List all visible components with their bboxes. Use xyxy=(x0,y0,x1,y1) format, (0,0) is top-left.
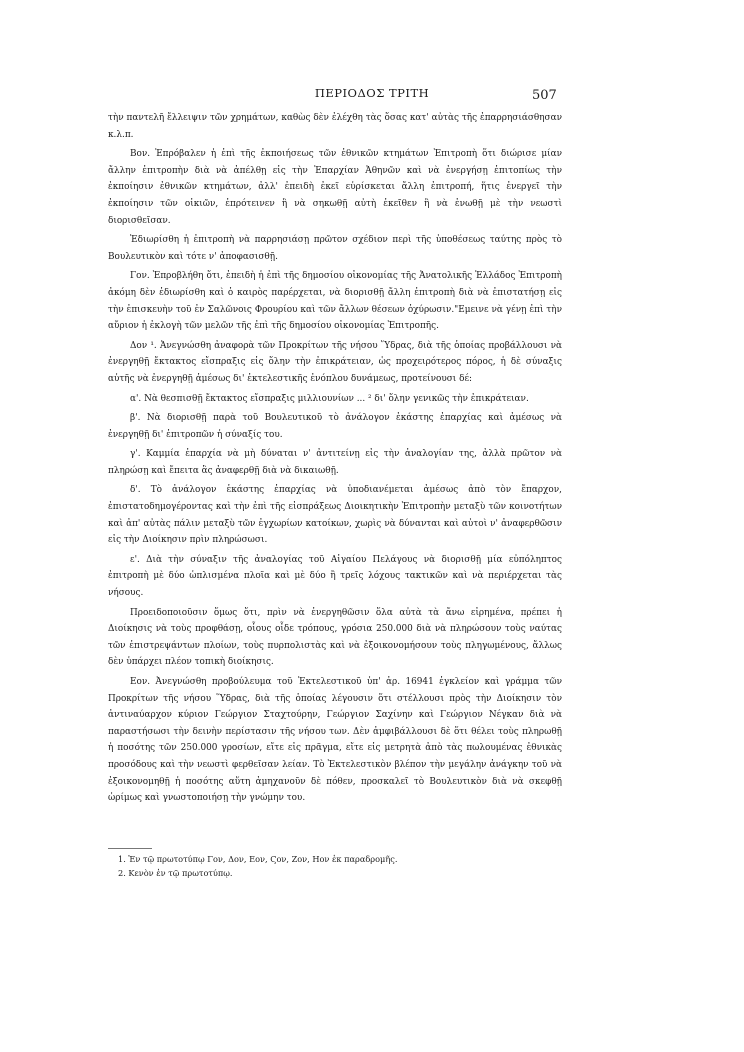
paragraph: Δον ¹. Ἀνεγνώσθη ἀναφορὰ τῶν Προκρίτων τῆς νήσου Ὕδρας, διὰ τῆς ὁποίας προβάλλουσι νὰ ἐνεργηθῇ ἔκτακτος εἴσπραξις εἰς ὅλην τὴν ἐπικράτειαν, ὡς προχειρότερος πόρος, ἡ δὲ σύναξις αὐτῆς νὰ ἐνεργηθῇ ἀμέσως δι' ἐκτελεστικῆς ἐνόπλου δυνάμεως, προτείνουσι δέ: xyxy=(108,340,562,384)
running-title: ΠΕΡΙΟΔΟΣ ΤΡΙΤΗ xyxy=(314,86,430,100)
list-item: δ'. Τὸ ἀνάλογον ἑκάστης ἐπαρχίας νὰ ὑποδιανέμεται ἀμέσως ἀπὸ τὸν ἔπαρχον, ἐπιστατοδημογέροντας καὶ τὴν ἐπὶ τῆς εἰσπράξεως Διοικητικὴν Ἐπιτροπὴν μεταξὺ τῶν κοινοτήτων καὶ ἀπ' αὐτὰς πάλιν μεταξὺ τῶν ἐγχωρίων κατοίκων, χωρὶς νὰ δύνανται καὶ αὐτοὶ ν' ἀναφερθῶσιν εἰς τὴν Διοίκησιν πρὶν πληρώσωσι. xyxy=(108,485,562,546)
footnote: 2. Κενὸν ἐν τῷ πρωτοτύπῳ. xyxy=(118,868,233,878)
paragraph: Προειδοποιοῦσιν ὅμως ὅτι, πρὶν νὰ ἐνεργηθῶσιν ὅλα αὐτὰ τὰ ἄνω εἰρημένα, πρέπει ἡ Διοίκησις νὰ τοὺς προφθάσῃ, οἷους οἶδε τρόπους, γρόσια 250.000 διὰ νὰ πληρώσουν τοὺς ναύτας τῶν ἐπιστρεψάντων πλοίων, τοὺς πυρπολιστὰς καὶ νὰ ἐξοικονομήσουν τοὺς πληγωμένους, ἄλλως δὲν ὑπάρχει πλέον τοπικὴ διοίκησις. xyxy=(108,607,562,668)
footnote: 1. Ἐν τῷ πρωτοτύπῳ Γον, Δον, Εον, Ϛον, Ζον, Ηον ἐκ παραδρομῆς. xyxy=(118,854,398,864)
paragraph: Βον. Ἐπρόβαλεν ἡ ἐπὶ τῆς ἐκποιήσεως τῶν ἐθνικῶν κτημάτων Ἐπιτροπὴ ὅτι διώρισε μίαν ἄλλην ἐπιτροπὴν διὰ νὰ ἀπέλθῃ εἰς τὴν Ἐπαρχίαν Ἀθηνῶν καὶ νὰ ἐνεργήσῃ ἐπιτοπίως τὴν ἐκποίησιν ἐθνικῶν κτημάτων, ἀλλ' ἐπειδὴ ἐκεῖ εὑρίσκεται ἄλλη ἐπιτροπή, ἥτις ἐνεργεῖ τὴν ἐκποίησιν τῶν οἰκιῶν, ἐπρότεινεν ἢ νὰ σηκωθῇ αὐτὴ ἐκεῖθεν ἢ νὰ ἑνωθῇ μὲ τὴν νεωστὶ διορισθεῖσαν. xyxy=(108,149,562,226)
page-header xyxy=(0,86,744,106)
footnotes xyxy=(118,852,562,880)
body-text xyxy=(108,110,562,810)
paragraph: Ἐδιωρίσθη ἡ ἐπιτροπὴ νὰ παρρησιάσῃ πρῶτον σχέδιον περὶ τῆς ὑποθέσεως ταύτης πρὸς τὸ Βουλευτικὸν καὶ τότε ν' ἀποφασισθῇ. xyxy=(108,235,562,262)
page-number: 507 xyxy=(532,88,557,103)
paragraph: τὴν παντελῆ ἔλλειψιν τῶν χρημάτων, καθὼς δὲν ἐλέχθη τὰς ὅσας κατ' αὐτὰς τῆς ἐπαρρησιάσθησαν κ.λ.π. xyxy=(108,113,562,140)
paragraph: Εον. Ἀνεγνώσθη προβούλευμα τοῦ Ἐκτελεστικοῦ ὑπ' ἀρ. 16941 ἐγκλείον καὶ γράμμα τῶν Προκρίτων τῆς νήσου Ὕδρας, διὰ τῆς ὁποίας λέγουσιν ὅτι στέλλουσι πρὸς τὴν Διοίκησιν τὸν ἀντιναύαρχον κύριον Γεώργιον Σταχτούρην, Γεώργιον Σαχίνην καὶ Γεώργιον Νέγκαν διὰ νὰ παραστήσωσι τὴν δεινὴν περίστασιν τῆς νήσου των. Δὲν ἀμφιβάλλουσι δὲ ὅτι θέλει τοὺς πληρωθῇ ἡ ποσότης τῶν 250.000 γροσίων, εἴτε εἰς πρᾶγμα, εἴτε εἰς μετρητὰ ἀπὸ τὰς πωλουμένας ἐθνικὰς προσόδους καὶ τὴν νεωστὶ φερθεῖσαν λείαν. Τὸ Ἐκτελεστικὸν βλέπον τὴν μεγάλην ἀνάγκην τοῦ νὰ ἐξοικονομηθῇ ἡ ποσότης αὕτη ἀμηχανοῦν δὲ πόθεν, προσκαλεῖ τὸ Βουλευτικὸν διὰ νὰ σκεφθῇ ὡρίμως καὶ γνωστοποιήσῃ τὴν γνώμην του. xyxy=(108,677,562,804)
list-item: α'. Νὰ θεσπισθῇ ἔκτακτος εἴσπραξις μιλλιουνίων ... ² δι' ὅλην γενικῶς τὴν ἐπικράτειαν. xyxy=(130,393,529,404)
list-item: γ'. Καμμία ἐπαρχία νὰ μὴ δύναται ν' ἀντιτείνῃ εἰς τὴν ἀναλογίαν της, ἀλλὰ πρῶτον νὰ πληρώσῃ καὶ ἔπειτα ἂς ἀναφερθῇ διὰ νὰ δικαιωθῇ. xyxy=(108,449,562,476)
paragraph: Γον. Ἐπροβλήθη ὅτι, ἐπειδὴ ἡ ἐπὶ τῆς δημοσίου οἰκονομίας τῆς Ἀνατολικῆς Ἑλλάδος Ἐπιτροπὴ ἀκόμη δὲν ἐδιωρίσθη καὶ ὁ καιρὸς παρέρχεται, νὰ διορισθῇ ἄλλη ἐπιτροπὴ διὰ νὰ ἐπιστατήσῃ εἰς τὴν ἐπισκευὴν τοῦ ἐν Σαλῶνοις Φρουρίου καὶ τῶν ἄλλων θέσεων ὀχύρωσιν."Εμεινε νὰ γένῃ ἐπὶ τὴν αὔριον ἡ ἐκλογὴ τῶν μελῶν τῆς ἐπὶ τῆς δημοσίου οἰκονομίας Ἐπιτροπῆς. xyxy=(108,271,562,332)
list-item: ε'. Διὰ τὴν σύναξιν τῆς ἀναλογίας τοῦ Αἰγαίου Πελάγους νὰ διορισθῇ μία εὐπόληπτος ἐπιτροπὴ μὲ δύο ὡπλισμένα πλοῖα καὶ μὲ δύο ἢ τρεῖς λόχους τακτικῶν καὶ νὰ περιέρχεται τὰς νήσους. xyxy=(108,554,562,599)
footnote-divider xyxy=(108,848,152,849)
list-item: β'. Νὰ διορισθῇ παρὰ τοῦ Βουλευτικοῦ τὸ ἀνάλογον ἑκάστης ἐπαρχίας καὶ ἀμέσως νὰ ἐνεργηθῇ δι' ἐπιτροπῶν ἡ σύναξίς του. xyxy=(108,413,562,440)
